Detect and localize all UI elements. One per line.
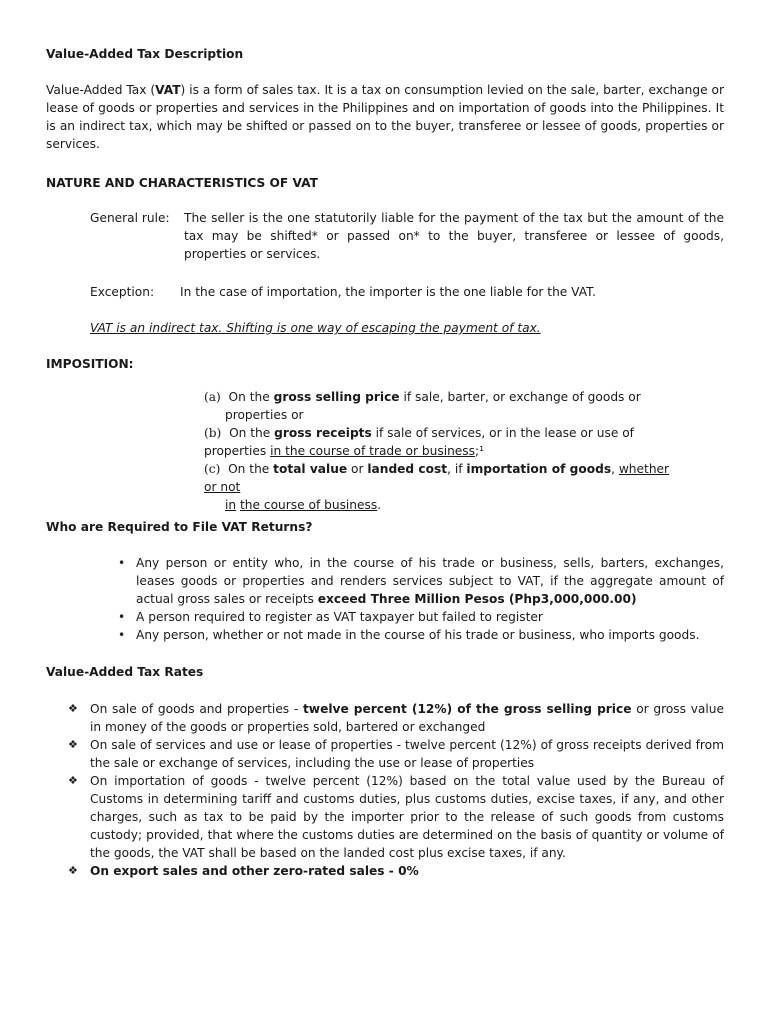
- course-of-business-phrase: the course of business: [240, 498, 378, 512]
- item-b-mark: (b): [204, 426, 222, 440]
- bullet-item: [118, 608, 724, 626]
- gross-selling-price-term: gross selling price: [273, 390, 400, 404]
- in-phrase: in: [225, 498, 237, 512]
- bullet-text: A person required to register as VAT taxpayer but failed to register: [136, 610, 543, 624]
- diamond-bullet-icon: ❖: [68, 738, 78, 751]
- exception-label: Exception:: [90, 285, 155, 299]
- rate-item: [68, 736, 724, 772]
- imposition-item-c: [204, 460, 684, 496]
- rate-text: On importation of goods - twelve percent (12%) based on the total value used by the Bureau of Customs in determining tariff and customs duties, plus customs duties, excise taxes, if any, and other charges, such as tax to be paid by the importer prior to the release of such goods from customs custody; provided, that where the customs duties are determined on the basis of quantity or volume of the goods, the VAT shall be based on the landed cost plus excise taxes, if any.: [90, 774, 724, 860]
- item-c-mark: (c): [204, 462, 221, 476]
- rate-text: On export sales and other zero-rated sales - 0%: [90, 864, 419, 878]
- diamond-bullet-icon: ❖: [68, 774, 78, 787]
- item-b-text: On the: [229, 426, 275, 440]
- rate-bold-text: twelve percent (12%) of the gross selling price: [302, 702, 632, 716]
- item-a-text-end: if sale, barter, or exchange of goods or: [399, 390, 641, 404]
- bullet-item: [118, 554, 724, 608]
- rates-heading: Value-Added Tax Rates: [46, 665, 204, 679]
- bullet-dot: •: [118, 628, 126, 642]
- intro-text-rest: ) is a form of sales tax. It is a tax on consumption levied on the sale, barter, exchange or lease of goods or properties and services in the Philippines and on importation of goods into the Philippines. It is an indirect tax, which may be shifted or passed on to the buyer, transferee or lessee of goods, properties or services.: [46, 83, 724, 151]
- item-b-cont-text: properties: [204, 444, 271, 458]
- item-c-conj-2: , if: [447, 462, 467, 476]
- item-c-period: .: [377, 498, 382, 512]
- rate-item: [68, 772, 724, 862]
- item-a-continuation: properties or: [225, 408, 304, 422]
- bullet-dot: •: [118, 556, 126, 570]
- indirect-tax-note: VAT is an indirect tax. Shifting is one way of escaping the payment of tax.: [90, 321, 541, 335]
- rate-text: On sale of services and use or lease of properties - twelve percent (12%) of gross receipts derived from the sale or exchange of services, including the use or lease of properties: [90, 738, 724, 770]
- item-c-text: On the: [228, 462, 274, 476]
- rate-text: On sale of goods and properties -: [90, 702, 303, 716]
- general-rule-label: General rule:: [90, 211, 170, 225]
- imposition-heading: IMPOSITION:: [46, 357, 134, 371]
- general-rule-text: The seller is the one statutorily liable for the payment of the tax but the amount of the tax may be shifted* or passed on* to the buyer, transferee or lessee of goods, properties or services.: [184, 211, 724, 261]
- gross-receipts-term: gross receipts: [274, 426, 372, 440]
- bullet-text: Any person, whether or not made in the course of his trade or business, who imports goods.: [136, 628, 700, 642]
- bullet-item: [118, 626, 724, 644]
- footnote-ref: ;¹: [475, 444, 484, 458]
- who-bullet-list: [118, 554, 724, 644]
- nature-heading: NATURE AND CHARACTERISTICS OF VAT: [46, 176, 318, 190]
- threshold-amount: exceed Three Million Pesos (Php3,000,000.00): [317, 592, 637, 606]
- whether-or-not-phrase: whether or not: [204, 462, 670, 494]
- landed-cost-term: landed cost: [367, 462, 448, 476]
- course-of-trade-phrase: in the course of trade or business: [270, 444, 475, 458]
- diamond-bullet-icon: ❖: [68, 702, 78, 715]
- exception-text: In the case of importation, the importer is the one liable for the VAT.: [180, 285, 596, 299]
- intro-text-start: Value-Added Tax (: [46, 83, 156, 97]
- item-b-text-end: if sale of services, or in the lease or use of: [371, 426, 634, 440]
- intro-paragraph: [46, 81, 724, 153]
- intro-vat-abbr: VAT: [155, 83, 181, 97]
- item-c-conj-1: or: [347, 462, 368, 476]
- total-value-term: total value: [273, 462, 348, 476]
- item-b-continuation: [204, 442, 684, 460]
- importation-term: importation of goods: [466, 462, 612, 476]
- bullet-text: Any person or entity who, in the course of his trade or business, sells, barters, exchanges, leases goods or properties and renders services subject to VAT, if the aggregate amount of actual gross sales or receipts: [136, 556, 724, 606]
- bullet-dot: •: [118, 610, 126, 624]
- imposition-list: [204, 388, 684, 514]
- who-heading: Who are Required to File VAT Returns?: [46, 520, 313, 534]
- item-a-mark: (a): [204, 390, 221, 404]
- rate-text-end: or gross value in money of the goods or properties sold, bartered or exchanged: [90, 702, 724, 734]
- item-c-conj-3: ,: [611, 462, 619, 476]
- imposition-item-a: [204, 388, 684, 406]
- rate-item: [68, 862, 724, 880]
- rate-item: [68, 700, 724, 736]
- imposition-item-b: [204, 424, 684, 442]
- rates-list: [68, 700, 724, 880]
- document-title: Value-Added Tax Description: [46, 47, 244, 61]
- item-c-continuation: [204, 496, 684, 514]
- diamond-bullet-icon: ❖: [68, 864, 78, 877]
- item-a-text: On the: [228, 390, 274, 404]
